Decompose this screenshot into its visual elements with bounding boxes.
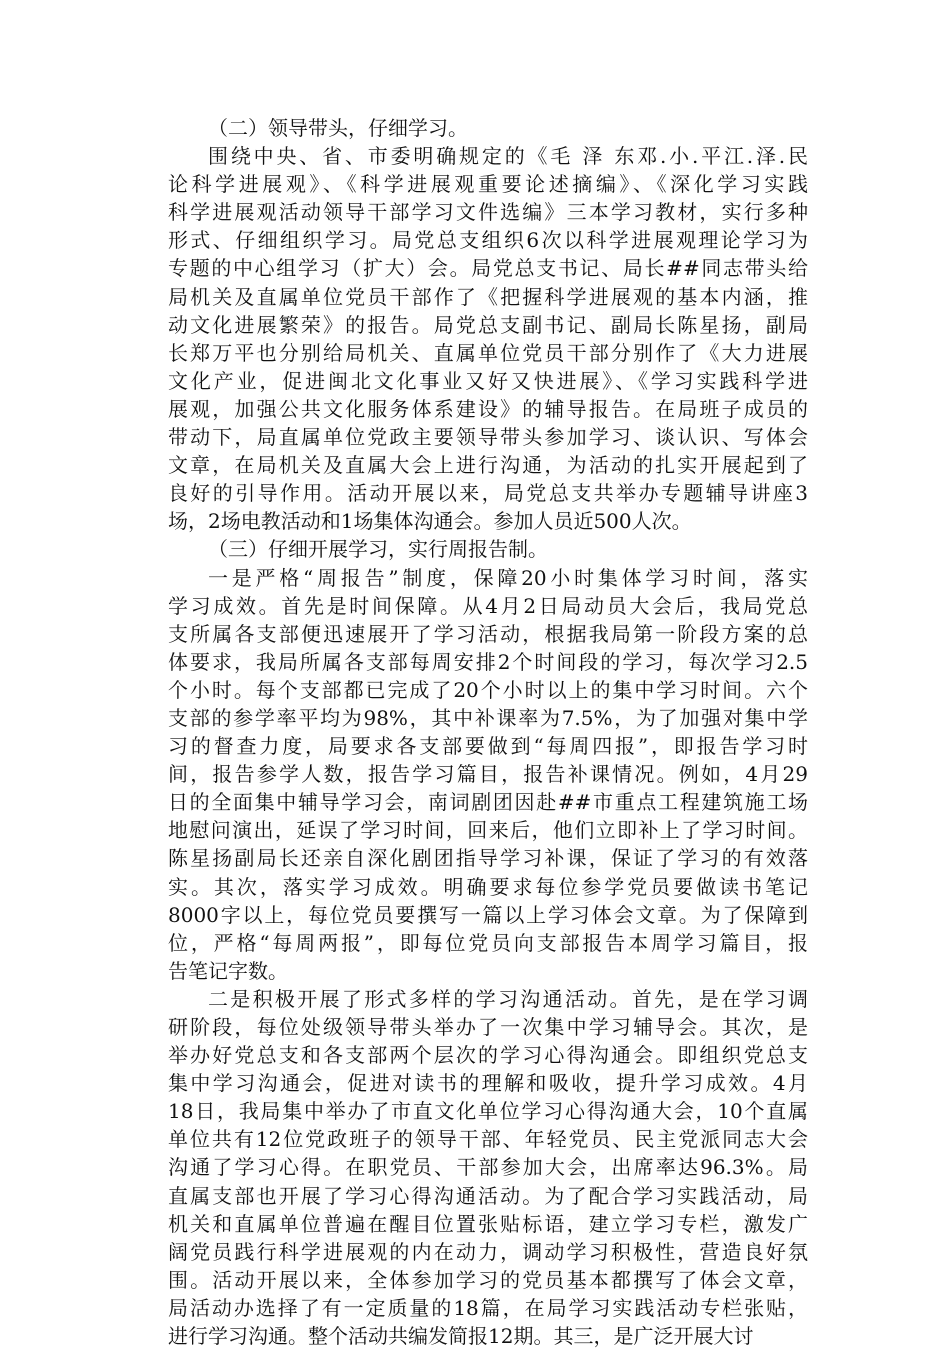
text-line: 展观，加强公共文化服务体系建设》的辅导报告。在局班子成员的 [168, 396, 808, 421]
section-heading [168, 114, 808, 142]
text-line: 局机关及直属单位党员干部作了《把握科学进展观的基本内涵，推 [168, 284, 808, 309]
text-line: 进行学习沟通。整个活动共编发简报12期。其三，是广泛开展大讨 [168, 1324, 754, 1349]
text-line: 地慰问演出，延误了学习时间，回来后，他们立即补上了学习时间。 [168, 818, 808, 843]
text-line: 专题的中心组学习（扩大）会。局党总支书记、局长##同志带头给 [168, 256, 808, 281]
text-line: 长郑万平也分别给局机关、直属单位党员干部分别作了《大力进展 [168, 340, 808, 365]
section-heading [168, 535, 808, 563]
text-line: 习的督查力度，局要求各支部要做到“每周四报”，即报告学习时 [168, 734, 808, 759]
text-line: 带动下，局直属单位党政主要领导带头参加学习、谈认识、写体会 [168, 425, 808, 450]
text-line: 场，2场电教活动和1场集体沟通会。参加人员近500人次。 [168, 509, 692, 534]
text-line: 日的全面集中辅导学习会，南词剧团因赴##市重点工程建筑施工场 [168, 790, 808, 815]
body-paragraph [168, 985, 808, 1350]
text-line: 一是严格“周报告”制度，保障20小时集体学习时间，落实 [208, 565, 808, 590]
text-line: 支所属各支部便迅速展开了学习活动，根据我局第一阶段方案的总 [168, 621, 808, 646]
body-paragraph [168, 142, 808, 535]
text-line: 告笔记字数。 [168, 958, 288, 983]
text-line: 陈星扬副局长还亲自深化剧团指导学习补课，保证了学习的有效落 [168, 846, 808, 871]
text-line: 局活动办选择了有一定质量的18篇，在局学习实践活动专栏张贴， [168, 1295, 808, 1320]
text-line: 围。活动开展以来，全体参加学习的党员基本都撰写了体会文章， [168, 1267, 808, 1292]
text-line: 位，严格“每周两报”，即每位党员向支部报告本周学习篇目，报 [168, 930, 808, 955]
text-line: 间，报告参学人数，报告学习篇目，报告补课情况。例如，4月29 [168, 762, 808, 787]
text-line: 举办好党总支和各支部两个层次的学习心得沟通会。即组织党总支 [168, 1043, 808, 1068]
text-line: 直属支部也开展了学习心得沟通活动。为了配合学习实践活动，局 [168, 1183, 808, 1208]
text-line: （二）领导带头，仔细学习。 [208, 116, 468, 140]
text-line: 支部的参学率平均为98%，其中补课率为7.5%，为了加强对集中学 [168, 705, 808, 730]
text-line: 动文化进展繁荣》的报告。局党总支副书记、副局长陈星扬，副局 [168, 312, 808, 337]
text-line: 8000字以上，每位党员要撰写一篇以上学习体会文章。为了保障到 [168, 902, 808, 927]
text-line: 单位共有12位党政班子的领导干部、年轻党员、民主党派同志大会 [168, 1127, 808, 1152]
text-line: 18日，我局集中举办了市直文化单位学习心得沟通大会，10个直属 [168, 1099, 808, 1124]
text-line: 阔党员践行科学进展观的内在动力，调动学习积极性，营造良好氛 [168, 1239, 808, 1264]
text-line: 体要求，我局所属各支部每周安排2个时间段的学习，每次学习2.5 [168, 649, 808, 674]
text-line: 形式、仔细组织学习。局党总支组织6次以科学进展观理论学习为 [168, 228, 808, 253]
text-line: 文化产业，促进闽北文化事业又好又快进展》、《学习实践科学进 [168, 368, 808, 393]
body-paragraph [168, 564, 808, 985]
text-line: 实。其次，落实学习成效。明确要求每位参学党员要做读书笔记 [168, 874, 808, 899]
text-line: 个小时。每个支部都已完成了20个小时以上的集中学习时间。六个 [168, 677, 808, 702]
text-line: 论科学进展观》、《科学进展观重要论述摘编》、《深化学习实践 [168, 172, 808, 197]
text-line: 科学进展观活动领导干部学习文件选编》三本学习教材，实行多种 [168, 200, 808, 225]
text-line: 机关和直属单位普遍在醒目位置张贴标语，建立学习专栏，激发广 [168, 1211, 808, 1236]
text-line: 沟通了学习心得。在职党员、干部参加大会，出席率达96.3%。局 [168, 1155, 808, 1180]
text-line: （三）仔细开展学习，实行周报告制。 [208, 537, 548, 562]
text-line: 围绕中央、省、市委明确规定的《毛 泽 东邓.小.平江.泽.民 [208, 144, 808, 169]
document-page [168, 114, 808, 1350]
text-line: 良好的引导作用。活动开展以来，局党总支共举办专题辅导讲座3 [168, 481, 808, 506]
text-line: 二是积极开展了形式多样的学习沟通活动。首先，是在学习调 [208, 986, 808, 1011]
text-line: 研阶段，每位处级领导带头举办了一次集中学习辅导会。其次，是 [168, 1015, 808, 1039]
text-line: 集中学习沟通会，促进对读书的理解和吸收，提升学习成效。4月 [168, 1071, 808, 1096]
text-line: 文章，在局机关及直属大会上进行沟通，为活动的扎实开展起到了 [168, 453, 808, 478]
text-line: 学习成效。首先是时间保障。从4月2日局动员大会后，我局党总 [168, 593, 808, 618]
